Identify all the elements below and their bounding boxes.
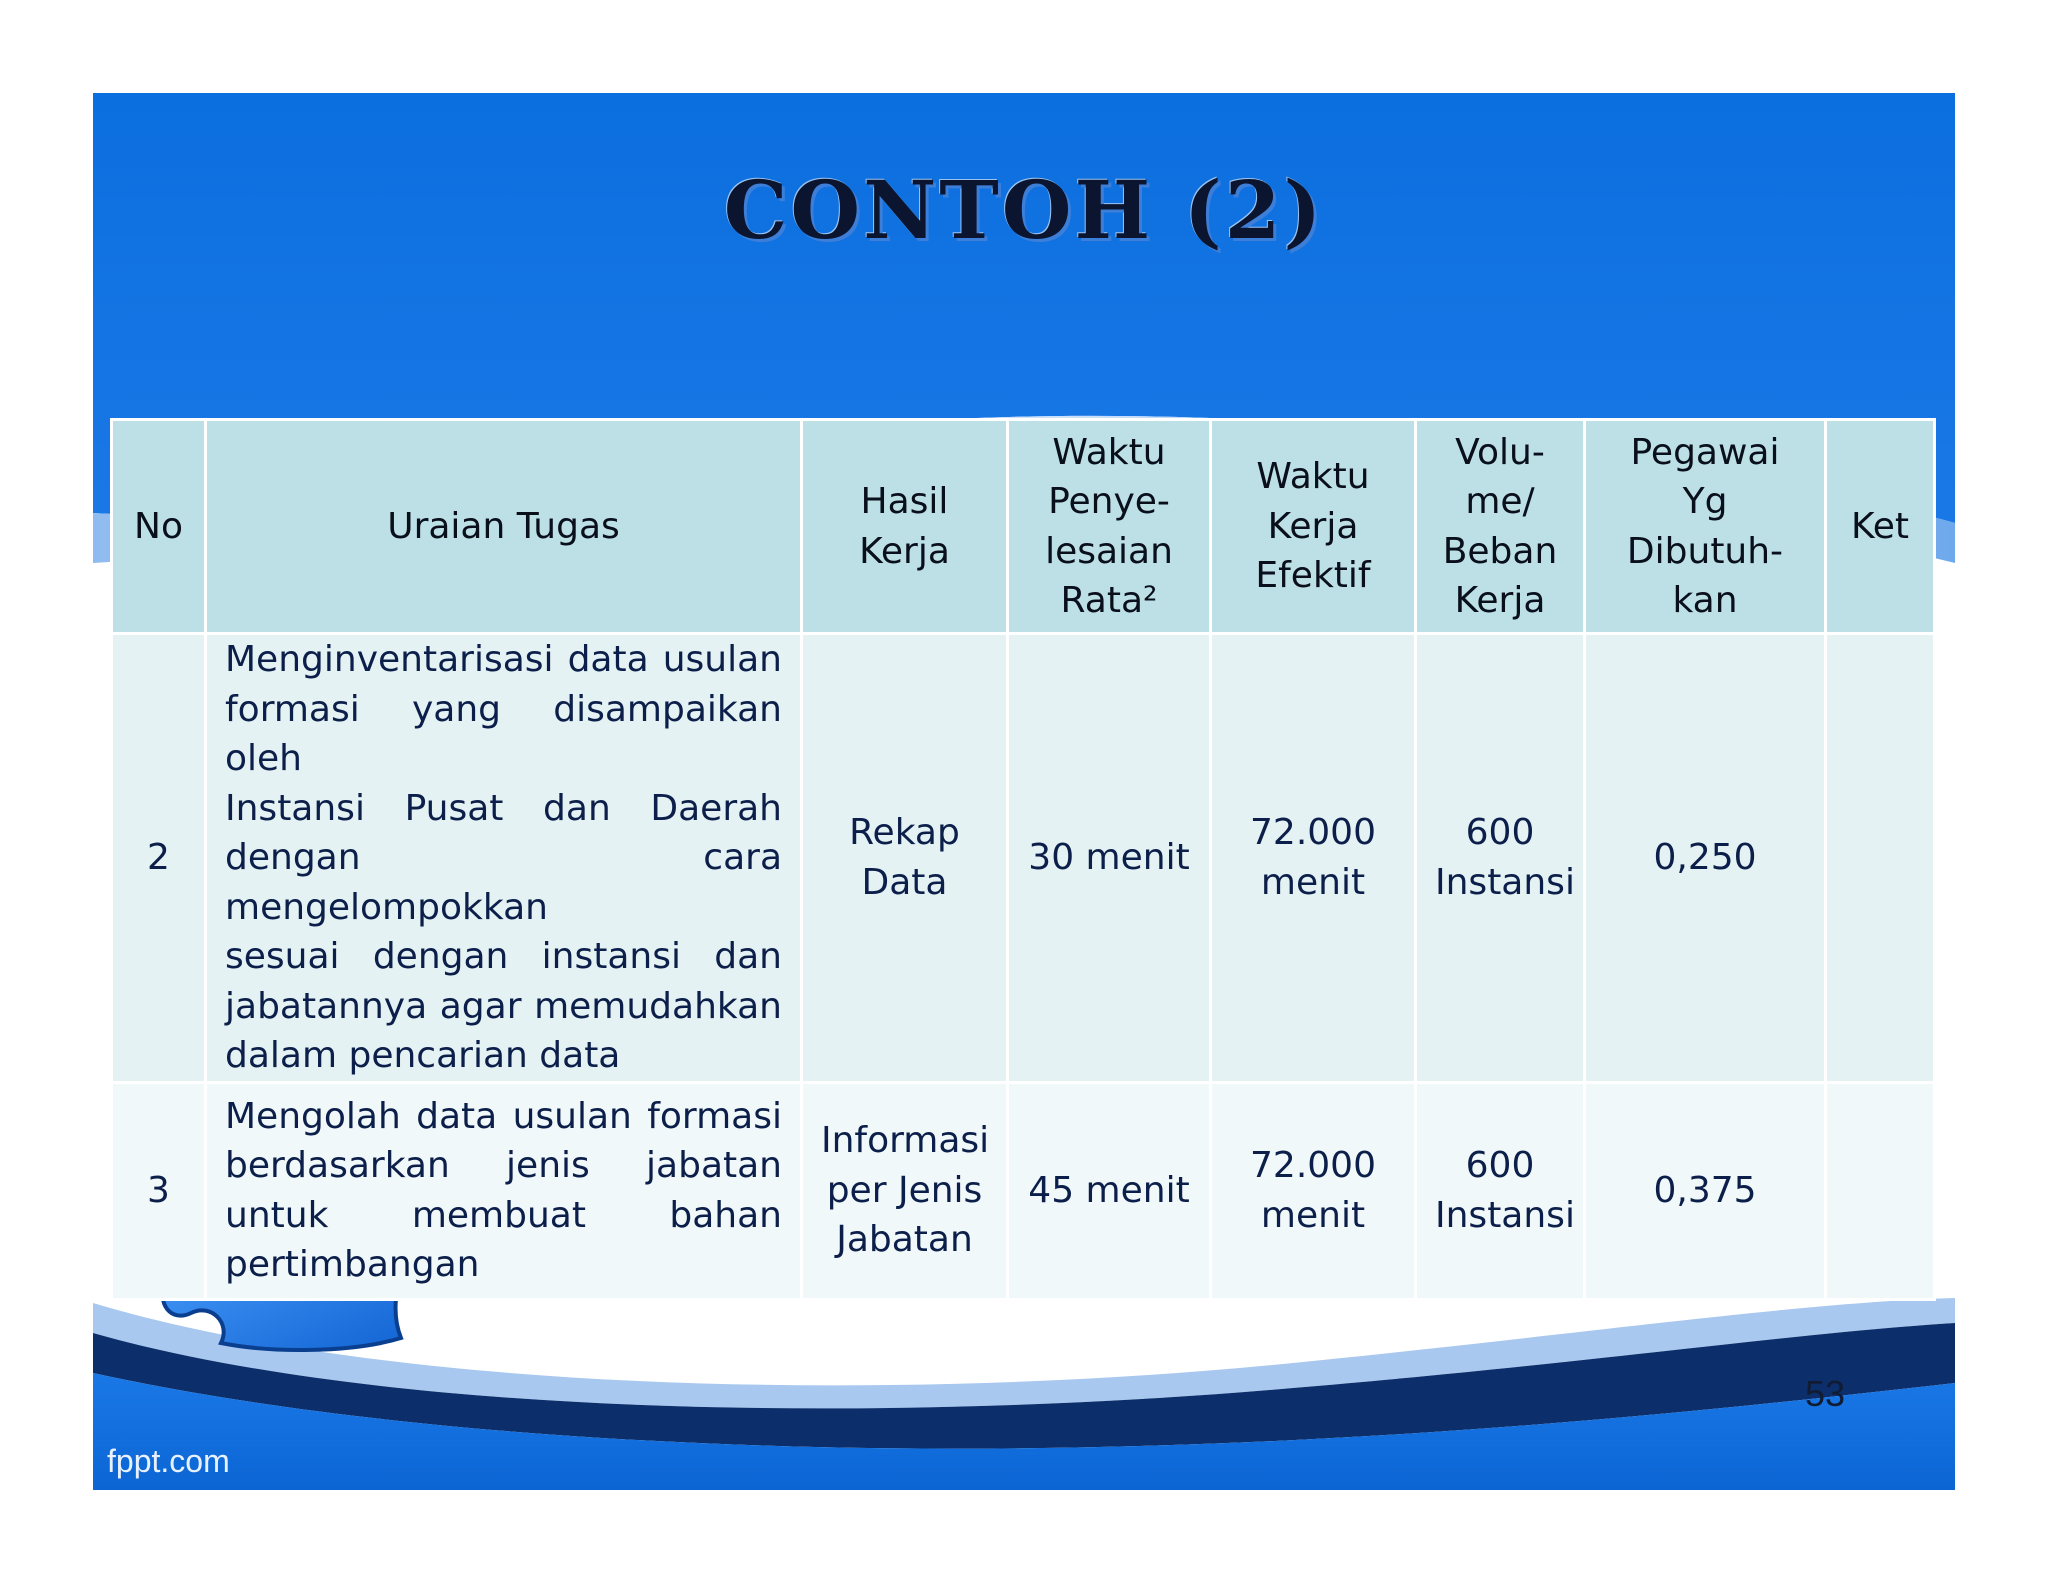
page-number: 53: [1805, 1373, 1846, 1414]
header-no: No: [112, 420, 206, 634]
cell-volume: 600 Instansi: [1416, 1082, 1585, 1299]
cell-hasil-kerja: Rekap Data: [802, 634, 1008, 1083]
cell-waktu-penyelesaian: 30 menit: [1008, 634, 1211, 1083]
slide: [93, 93, 1955, 1490]
cell-pegawai: 0,375: [1585, 1082, 1826, 1299]
header-hasil-kerja: Hasil Kerja: [802, 420, 1008, 634]
task-table: [110, 418, 1936, 1301]
cell-volume: 600 Instansi: [1416, 634, 1585, 1083]
brand-watermark: fppt.com: [107, 1443, 230, 1479]
cell-ket: [1826, 634, 1935, 1083]
slide-title: CONTOH (2): [723, 163, 1325, 257]
cell-waktu-kerja-efektif: 72.000 menit: [1211, 1082, 1416, 1299]
cell-uraian-tugas: Mengolah data usulan formasi berdasarkan jenis jabatan untuk membuat bahan pertimbangan: [206, 1082, 802, 1299]
cell-waktu-penyelesaian: 45 menit: [1008, 1082, 1211, 1299]
header-uraian-tugas: Uraian Tugas: [206, 420, 802, 634]
cell-ket: [1826, 1082, 1935, 1299]
cell-no: 3: [112, 1082, 206, 1299]
header-waktu-kerja-efektif: Waktu Kerja Efektif: [1211, 420, 1416, 634]
table-header-row: [112, 420, 1935, 634]
table-row: [112, 1082, 1935, 1299]
header-ket: Ket: [1826, 420, 1935, 634]
cell-uraian-tugas: Menginventarisasi data usulan formasi yang disampaikan oleh Instansi Pusat dan Daerah dengan cara mengelompokkan sesuai dengan instansi dan jabatannya agar memudahkan dalam pencarian data: [206, 634, 802, 1083]
cell-hasil-kerja: Informasi per Jenis Jabatan: [802, 1082, 1008, 1299]
cell-waktu-kerja-efektif: 72.000 menit: [1211, 634, 1416, 1083]
cell-pegawai: 0,250: [1585, 634, 1826, 1083]
header-pegawai-dibutuhkan: Pegawai Yg Dibutuh- kan: [1585, 420, 1826, 634]
header-volume-beban-kerja: Volu- me/ Beban Kerja: [1416, 420, 1585, 634]
table-row: [112, 634, 1935, 1083]
header-waktu-penyelesaian: Waktu Penye- lesaian Rata²: [1008, 420, 1211, 634]
cell-no: 2: [112, 634, 206, 1083]
